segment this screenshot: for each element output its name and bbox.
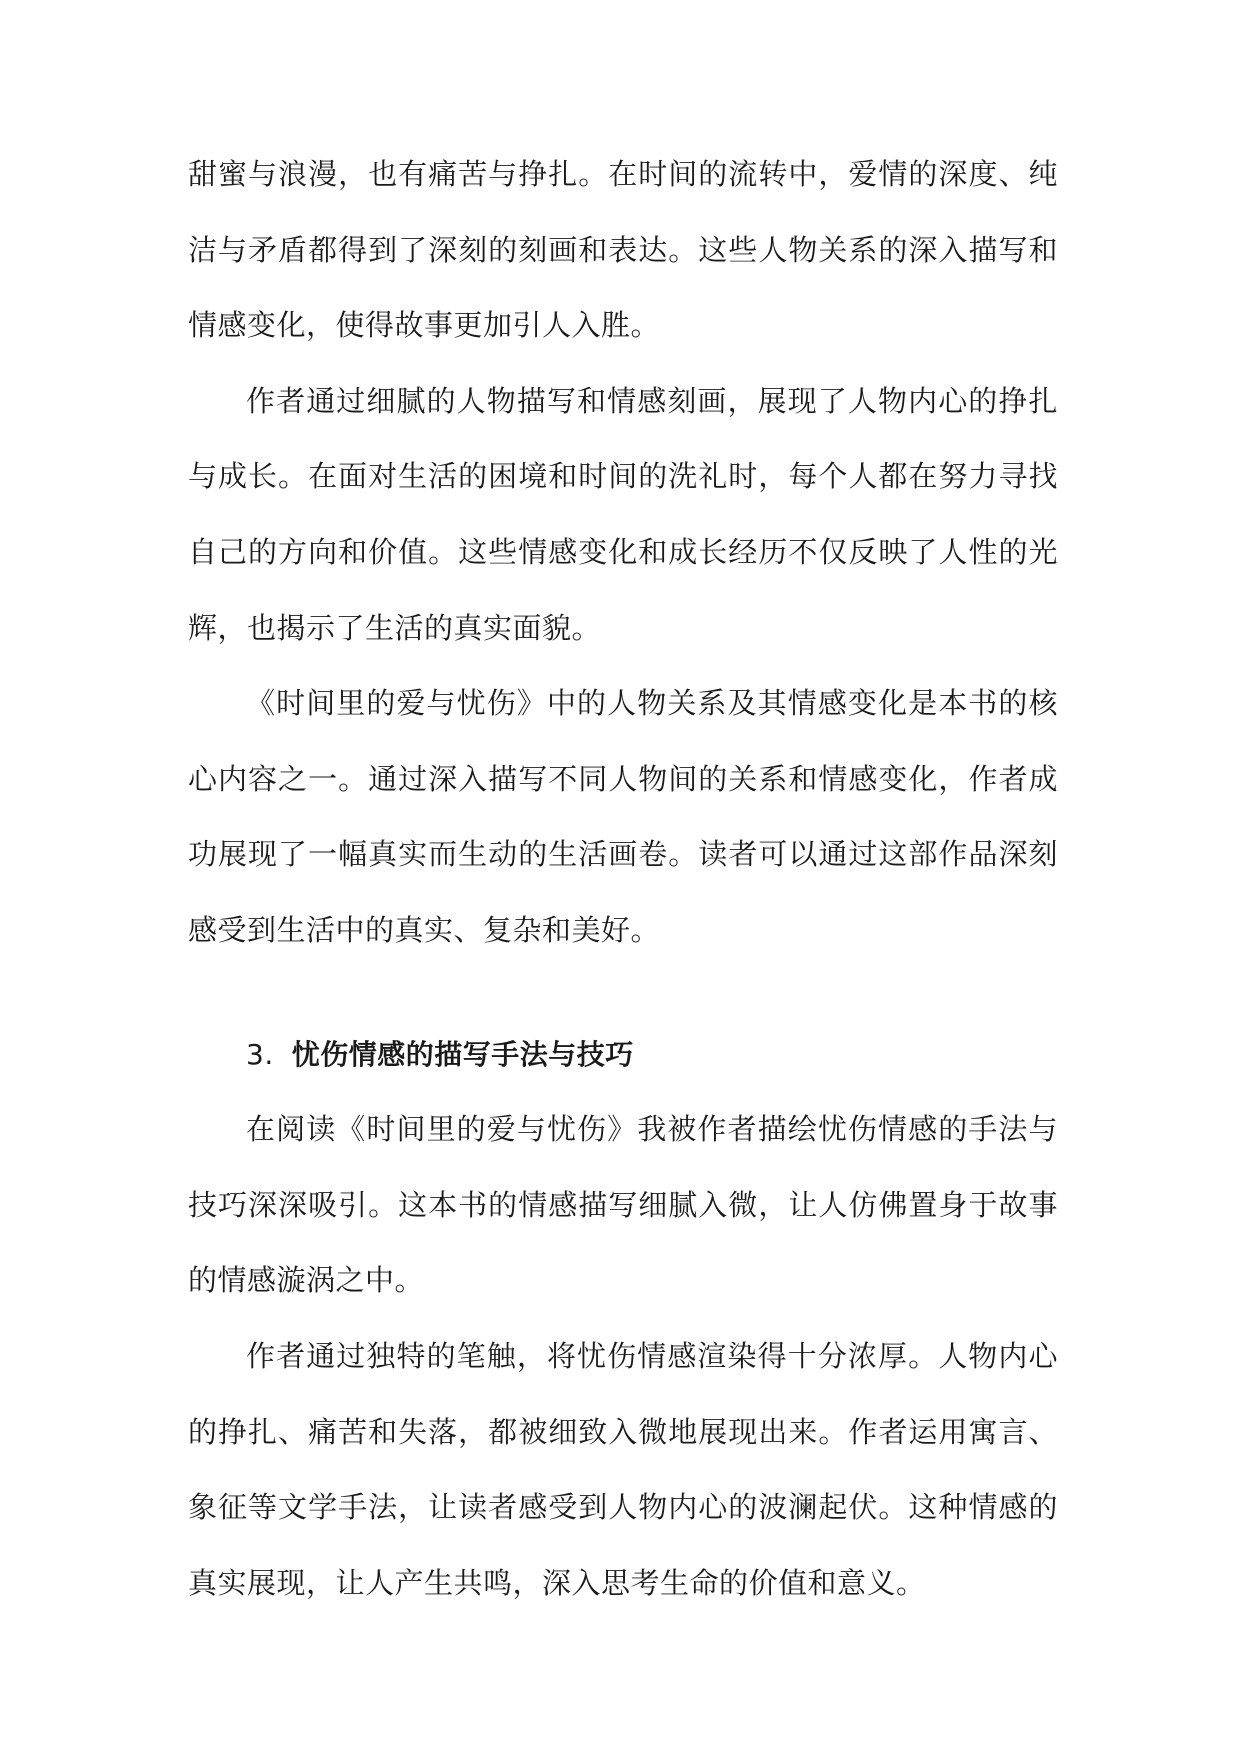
paragraph-writing-technique: 作者通过独特的笔触，将忧伤情感渲染得十分浓厚。人物内心的挣扎、痛苦和失落，都被细致入微地展现出来。作者运用寓言、象征等文学手法，让读者感受到人物内心的波澜起伏。这种情感的真实展现，让人产生共鸣，深入思考生命的价值和意义。	[188, 1338, 1058, 1600]
section-title: 忧伤情感的描写手法与技巧	[291, 1037, 634, 1071]
document-body	[188, 137, 1058, 1621]
paragraph-character-growth: 作者通过细腻的人物描写和情感刻画，展现了人物内心的挣扎与成长。在面对生活的困境和时间的洗礼时，每个人都在努力寻找自己的方向和价值。这些情感变化和成长经历不仅反映了人性的光辉，也揭示了生活的真实面貌。	[188, 383, 1058, 645]
paragraph-relationship-summary: 《时间里的爱与忧伤》中的人物关系及其情感变化是本书的核心内容之一。通过深入描写不同人物间的关系和情感变化，作者成功展现了一幅真实而生动的生活画卷。读者可以通过这部作品深刻感受到生活中的真实、复杂和美好。	[188, 686, 1058, 947]
paragraph-continuation: 甜蜜与浪漫，也有痛苦与挣扎。在时间的流转中，爱情的深度、纯洁与矛盾都得到了深刻的刻画和表达。这些人物关系的深入描写和情感变化，使得故事更加引人入胜。	[188, 157, 1058, 343]
section-number: 3.	[246, 1037, 274, 1071]
section-heading	[188, 1017, 1058, 1093]
paragraph-reading-impression: 在阅读《时间里的爱与忧伤》我被作者描绘忧伤情感的手法与技巧深深吸引。这本书的情感描写细腻入微，让人仿佛置身于故事的情感漩涡之中。	[188, 1112, 1058, 1298]
